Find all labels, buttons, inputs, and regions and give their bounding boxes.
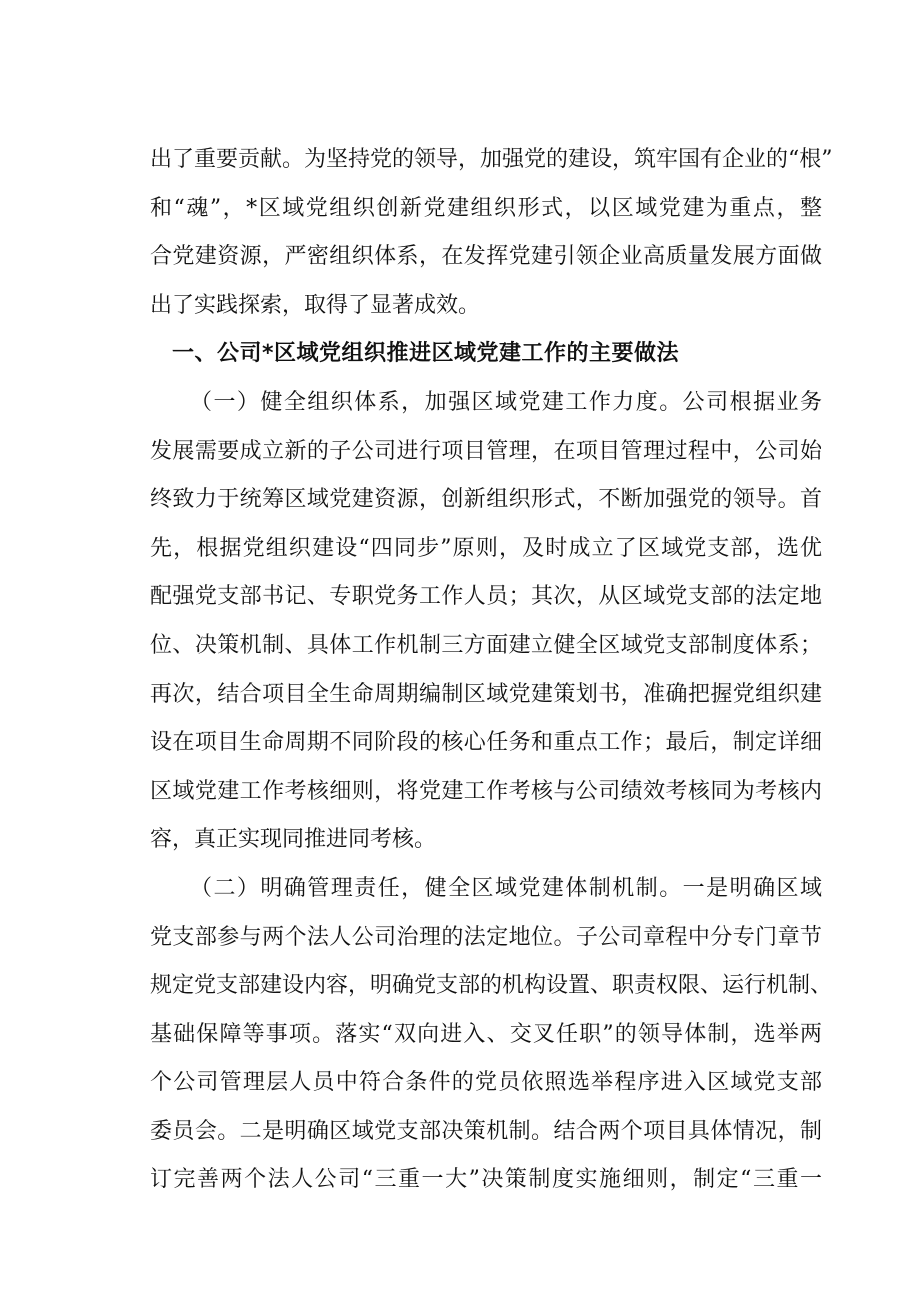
text-line: 设在项目生命周期不同阶段的核心任务和重点工作；最后，制定详细: [150, 730, 822, 756]
text-line: 规定党支部建设内容，明确党支部的机构设置、职责权限、运行机制、: [150, 973, 833, 999]
text-line: 委员会。二是明确区域党支部决策机制。结合两个项目具体情况，制: [150, 1118, 822, 1144]
text-line: 出了实践探索，取得了显著成效。: [150, 292, 481, 318]
text-line: 党支部参与两个法人公司治理的法定地位。子公司章程中分专门章节: [150, 924, 822, 950]
text-line: 发展需要成立新的子公司进行项目管理，在项目管理过程中，公司始: [150, 438, 822, 464]
text-line: 合党建资源，严密组织体系，在发挥党建引领企业高质量发展方面做: [150, 244, 822, 270]
text-line: 再次，结合项目全生命周期编制区域党建策划书，准确把握党组织建: [150, 681, 822, 707]
text-line: 配强党支部书记、专职党务工作人员；其次，从区域党支部的法定地: [150, 584, 822, 610]
text-line: 订完善两个法人公司“三重一大”决策制度实施细则，制定“三重一: [150, 1167, 822, 1193]
paragraph-section-1: [150, 379, 822, 865]
text-line: 出了重要贡献。为坚持党的领导，加强党的建设，筑牢国有企业的“根”: [150, 147, 833, 172]
text-line: 容，真正实现同推进同考核。: [150, 827, 437, 853]
text-line: （二）明确管理责任，健全区域党建体制机制。一是明确区域: [190, 875, 822, 901]
text-line: 位、决策机制、具体工作机制三方面建立健全区域党支部制度体系；: [150, 632, 822, 658]
text-line: 基础保障等事项。落实“双向进入、交叉任职”的领导体制，选举两: [150, 1021, 822, 1047]
intro-paragraph: [150, 136, 833, 330]
text-line: 终致力于统筹区域党建资源，创新组织形式，不断加强党的领导。首: [150, 487, 822, 513]
paragraph-section-2: [150, 865, 833, 1205]
section-heading: 一、公司*区域党组织推进区域党建工作的主要做法: [172, 341, 680, 367]
text-line: （一）健全组织体系，加强区域党建工作力度。公司根据业务: [190, 389, 822, 415]
text-line: 和“魂”，*区域党组织创新党建组织形式，以区域党建为重点，整: [150, 195, 822, 221]
document-body: [150, 136, 833, 1205]
text-line: 先，根据党组织建设“四同步”原则，及时成立了区域党支部，选优: [150, 535, 822, 561]
text-line: 个公司管理层人员中符合条件的党员依照选举程序进入区域党支部: [150, 1070, 822, 1096]
text-line: 区域党建工作考核细则，将党建工作考核与公司绩效考核同为考核内: [150, 778, 822, 804]
